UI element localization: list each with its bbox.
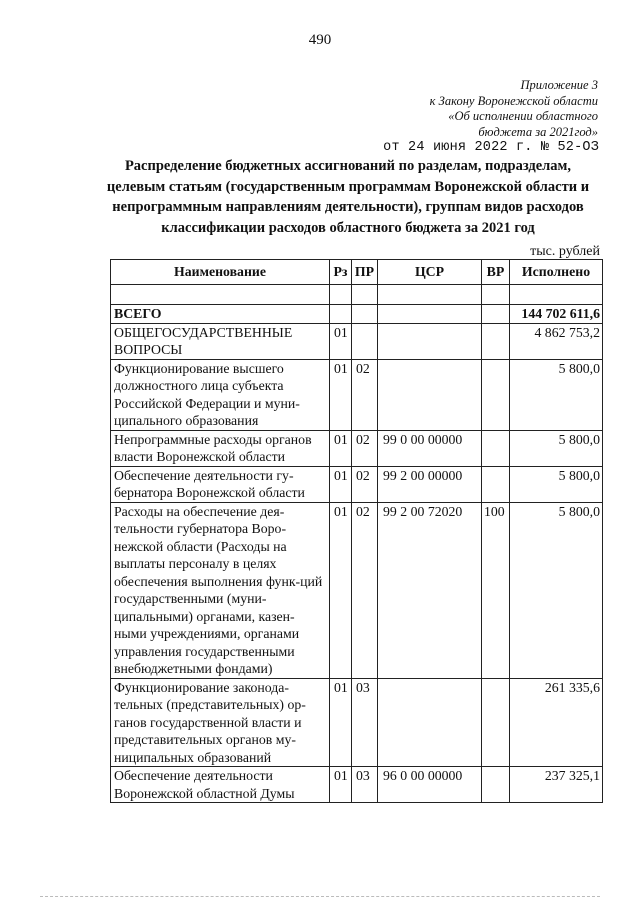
cell-pr	[352, 305, 378, 324]
cell-csr	[378, 323, 482, 359]
cell-name: Обеспечение деятельности Воронежской областной Думы	[111, 767, 330, 803]
cell-sum: 144 702 611,6	[510, 305, 603, 324]
cell-pr: 02	[352, 466, 378, 502]
appendix-block	[338, 78, 598, 140]
cell-sum: 261 335,6	[510, 678, 603, 767]
appendix-line: Приложение 3	[520, 78, 598, 92]
cell-rz: 01	[330, 767, 352, 803]
cell-csr	[378, 305, 482, 324]
table-cell	[510, 285, 603, 305]
cell-vr	[482, 305, 510, 324]
table-row	[111, 767, 603, 803]
cell-vr	[482, 359, 510, 430]
table-cell	[352, 285, 378, 305]
table-cell	[330, 285, 352, 305]
table-header-row	[111, 260, 603, 285]
cell-sum: 5 800,0	[510, 359, 603, 430]
table-row	[111, 359, 603, 430]
header-name: Наименование	[111, 260, 330, 285]
page-number: 490	[308, 32, 332, 48]
table-spacer-row	[111, 285, 603, 305]
cell-csr	[378, 359, 482, 430]
header-sum: Исполнено	[510, 260, 603, 285]
table-cell	[482, 285, 510, 305]
table-row	[111, 323, 603, 359]
header-rz: Рз	[330, 260, 352, 285]
cell-rz: 01	[330, 359, 352, 430]
cell-name: ОБЩЕГОСУДАРСТВЕННЫЕ ВОПРОСЫ	[111, 323, 330, 359]
cell-name: Функционирование высшего должностного лица субъекта Российской Федерации и муни-ципального образования	[111, 359, 330, 430]
cell-vr: 100	[482, 502, 510, 678]
appendix-line: «Об исполнении областного	[448, 109, 598, 123]
cell-rz: 01	[330, 323, 352, 359]
cell-pr	[352, 323, 378, 359]
cell-rz: 01	[330, 430, 352, 466]
appendix-date: от 24 июня 2022 г. № 52-ОЗ	[383, 140, 599, 155]
cell-sum: 237 325,1	[510, 767, 603, 803]
appendix-line: к Закону Воронежской области	[429, 93, 598, 108]
cell-name: Обеспечение деятельности гу-бернатора Воронежской области	[111, 466, 330, 502]
cell-csr	[378, 678, 482, 767]
cell-name: Непрограммные расходы органов власти Воронежской области	[111, 430, 330, 466]
cell-pr: 02	[352, 502, 378, 678]
cell-pr: 02	[352, 430, 378, 466]
cell-sum: 5 800,0	[510, 502, 603, 678]
table-cell	[378, 285, 482, 305]
table-row	[111, 678, 603, 767]
cell-pr: 03	[352, 767, 378, 803]
appendix-line: бюджета за 2021год»	[478, 124, 598, 139]
cell-vr	[482, 323, 510, 359]
table-row-total	[111, 305, 603, 324]
document-title: Распределение бюджетных ассигнований по разделам, подразделам, целевым статьям (государственным программам Воронежской области и непрограммным направлениям деятельности), группам видов расходов классификации расходов областного бюджета за 2021 год	[106, 158, 590, 236]
cell-name: ВСЕГО	[111, 305, 330, 324]
cell-sum: 4 862 753,2	[510, 323, 603, 359]
unit-label: тыс. рублей	[530, 244, 600, 259]
cell-name: Расходы на обеспечение дея-тельности губернатора Воро-нежской области (Расходы на выплаты персоналу в целях обеспечения выполнения функ-ций государственными (муни-ципальными) органами, казен-ными учреждениями, органами управления государственными внебюджетными фондами)	[111, 502, 330, 678]
header-pr: ПР	[352, 260, 378, 285]
table-body	[111, 285, 603, 803]
cell-pr: 03	[352, 678, 378, 767]
footer-rule	[40, 896, 600, 897]
cell-sum: 5 800,0	[510, 430, 603, 466]
cell-csr: 99 2 00 72020	[378, 502, 482, 678]
cell-vr	[482, 430, 510, 466]
cell-rz: 01	[330, 678, 352, 767]
cell-pr: 02	[352, 359, 378, 430]
header-vr: ВР	[482, 260, 510, 285]
budget-table	[110, 259, 603, 803]
table-row	[111, 430, 603, 466]
cell-name: Функционирование законода-тельных (представительных) ор-ганов государственной власти и представительных органов му-ниципальных образований	[111, 678, 330, 767]
table-row	[111, 502, 603, 678]
cell-vr	[482, 678, 510, 767]
cell-rz	[330, 305, 352, 324]
cell-vr	[482, 466, 510, 502]
table-row	[111, 466, 603, 502]
cell-csr: 96 0 00 00000	[378, 767, 482, 803]
cell-sum: 5 800,0	[510, 466, 603, 502]
header-csr: ЦСР	[378, 260, 482, 285]
cell-csr: 99 0 00 00000	[378, 430, 482, 466]
cell-rz: 01	[330, 502, 352, 678]
cell-vr	[482, 767, 510, 803]
cell-rz: 01	[330, 466, 352, 502]
table-cell	[111, 285, 330, 305]
cell-csr: 99 2 00 00000	[378, 466, 482, 502]
